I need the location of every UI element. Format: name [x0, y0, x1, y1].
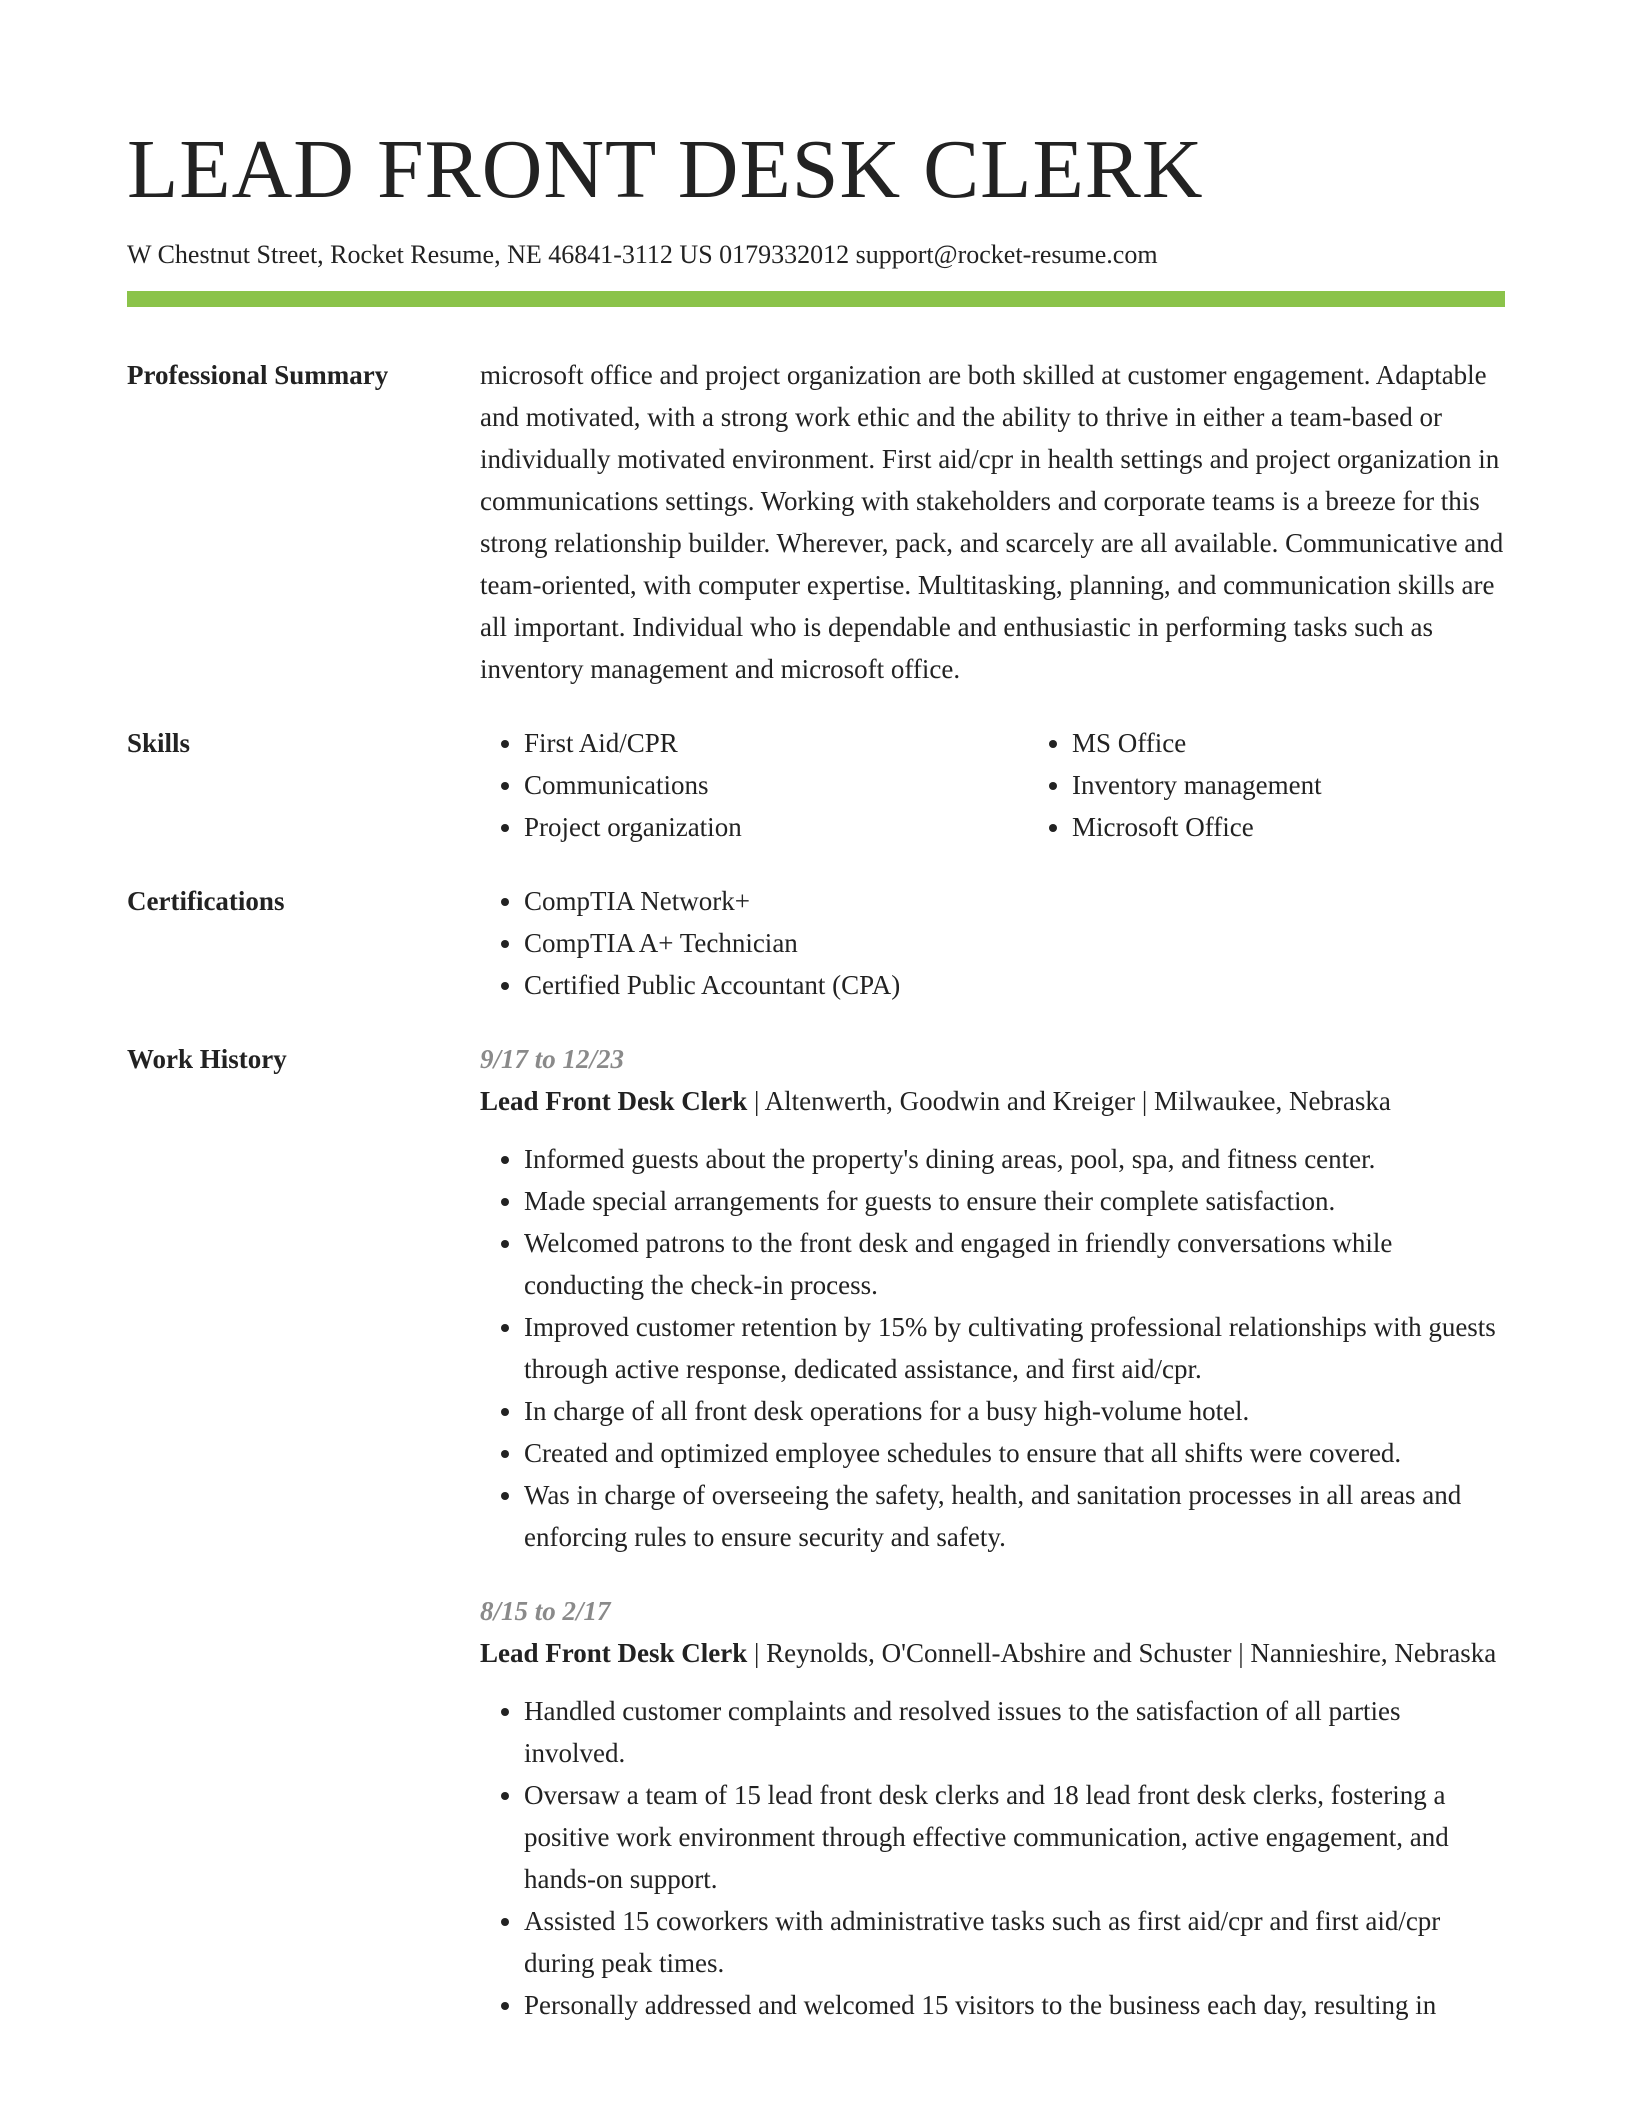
- job-separator: |: [747, 1638, 767, 1668]
- resume-name: LEAD FRONT DESK CLERK: [127, 123, 1204, 216]
- job-title: Lead Front Desk Clerk: [480, 1638, 748, 1668]
- job-duty: • Made special arrangements for guests to ensure their complete satisfaction.: [524, 1180, 1505, 1222]
- certifications-heading: Certifications: [127, 886, 285, 916]
- skill-item: • First Aid/CPR: [524, 722, 1028, 764]
- job-separator: |: [1231, 1638, 1251, 1668]
- job-separator: |: [1135, 1086, 1154, 1116]
- job-duty: • Created and optimized employee schedules to ensure that all shifts were covered.: [524, 1432, 1505, 1474]
- job-duty: • Welcomed patrons to the front desk and engaged in friendly conversations while conducting the check-in process.: [524, 1222, 1505, 1306]
- job-title: Lead Front Desk Clerk: [480, 1086, 748, 1116]
- certifications-list: [480, 880, 1505, 1006]
- job-duties: [480, 1690, 1505, 2026]
- accent-divider: [127, 291, 1505, 307]
- skills-list-left: [480, 722, 1028, 848]
- job-duty: • Improved customer retention by 15% by cultivating professional relationships with guests through active response, dedicated assistance, and first aid/cpr.: [524, 1306, 1505, 1390]
- work-history-body: [480, 1038, 1505, 2026]
- job-duty: • In charge of all front desk operations for a busy high-volume hotel.: [524, 1390, 1505, 1432]
- skills-columns: [480, 722, 1576, 848]
- skill-item: • Inventory management: [1072, 764, 1576, 806]
- job-heading: [480, 1632, 1505, 1674]
- skills-section: [127, 722, 1505, 848]
- job-duty: • Handled customer complaints and resolved issues to the satisfaction of all parties involved.: [524, 1690, 1505, 1774]
- certification-item: • CompTIA A+ Technician: [524, 922, 1505, 964]
- certifications-section: [127, 880, 1505, 1006]
- job-duty: • Was in charge of overseeing the safety, health, and sanitation processes in all areas and enforcing rules to ensure security and safety.: [524, 1474, 1505, 1558]
- job-company: Reynolds, O'Connell-Abshire and Schuster: [766, 1638, 1232, 1668]
- job-duties: [480, 1138, 1505, 1558]
- skill-item: • Project organization: [524, 806, 1028, 848]
- job-dates: 9/17 to 12/23: [480, 1044, 625, 1074]
- job-dates: 8/15 to 2/17: [480, 1596, 611, 1626]
- job-separator: |: [747, 1086, 765, 1116]
- skill-item: • Microsoft Office: [1072, 806, 1576, 848]
- job-duty: • Assisted 15 coworkers with administrative tasks such as first aid/cpr and first aid/cpr during peak times.: [524, 1900, 1505, 1984]
- job-duty: • Personally addressed and welcomed 15 visitors to the business each day, resulting in: [524, 1984, 1505, 2026]
- certification-item: • Certified Public Accountant (CPA): [524, 964, 1505, 1006]
- summary-section: [127, 354, 1505, 690]
- work-history-section: [127, 1038, 1505, 2026]
- job-entry: [480, 1038, 1505, 1558]
- summary-text: microsoft office and project organization are both skilled at customer engagement. Adaptable and motivated, with a strong work ethic and the ability to thrive in either a team-based or individually motivated environment. First aid/cpr in health settings and project organization in communications settings. Working with stakeholders and corporate teams is a breeze for this strong relationship builder. Wherever, pack, and scarcely are all available. Communicative and team-oriented, with computer expertise. Multitasking, planning, and communication skills are all important. Individual who is dependable and enthusiastic in performing tasks such as inventory management and microsoft office.: [480, 360, 1504, 684]
- job-company: Altenwerth, Goodwin and Kreiger: [764, 1086, 1136, 1116]
- job-duty: • Oversaw a team of 15 lead front desk clerks and 18 lead front desk clerks, fostering a positive work environment through effective communication, active engagement, and hands-on support.: [524, 1774, 1505, 1900]
- skill-item: • MS Office: [1072, 722, 1576, 764]
- skills-heading: Skills: [127, 728, 191, 758]
- job-location: Milwaukee, Nebraska: [1153, 1086, 1391, 1116]
- skill-item: • Communications: [524, 764, 1028, 806]
- job-heading: [480, 1080, 1505, 1122]
- certification-item: • CompTIA Network+: [524, 880, 1505, 922]
- certifications-body: [480, 880, 1505, 1006]
- resume-page: [127, 115, 1505, 2026]
- summary-heading: Professional Summary: [127, 360, 389, 390]
- job-entry: [480, 1590, 1505, 2026]
- job-location: Nannieshire, Nebraska: [1250, 1638, 1497, 1668]
- skills-list-right: [1028, 722, 1576, 848]
- job-duty: • Informed guests about the property's dining areas, pool, spa, and fitness center.: [524, 1138, 1505, 1180]
- work-history-heading: Work History: [127, 1044, 287, 1074]
- contact-info: W Chestnut Street, Rocket Resume, NE 46841-3112 US 0179332012 support@rocket-resume.com: [127, 240, 1158, 269]
